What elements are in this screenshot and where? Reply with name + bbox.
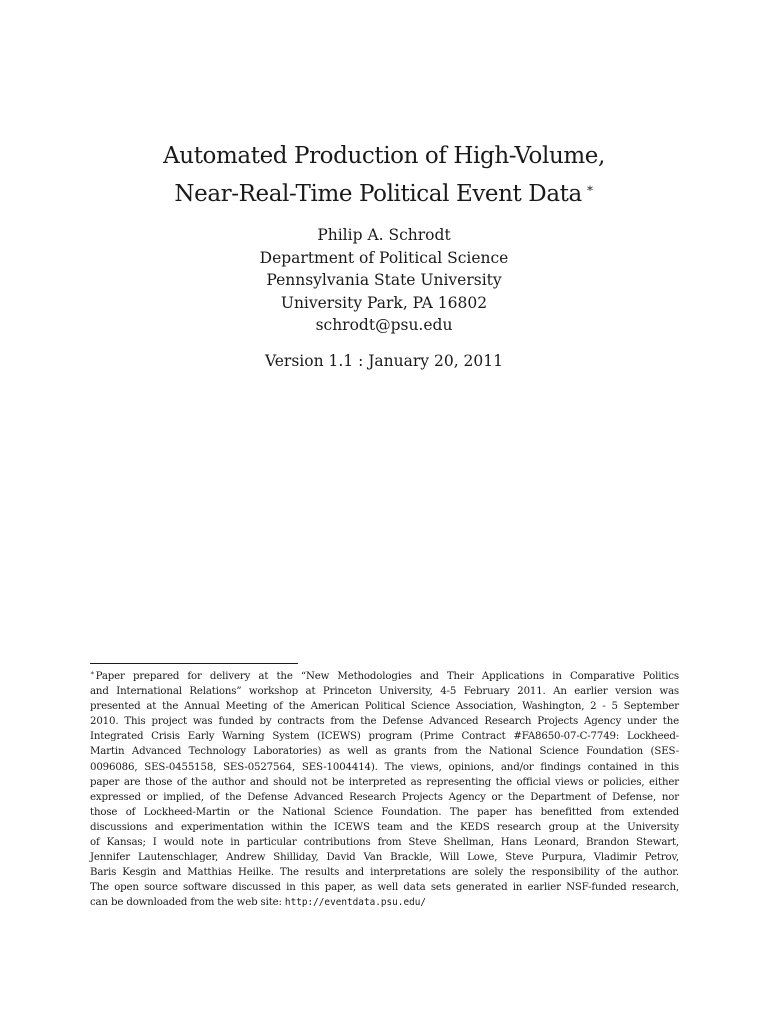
- footnote-line: of Kansas; I would note in particular contributions from Steve Shellman, Hans Leonard, Brandon Stewart,: [90, 837, 679, 849]
- title-line-2-text: Near-Real-Time Political Event Data: [174, 181, 582, 207]
- footnote-line: Baris Kesgin and Matthias Heilke. The results and interpretations are solely the responsibility of the author.: [90, 867, 679, 879]
- footnote-line: expressed or implied, of the Defense Advanced Research Projects Agency or the Department of Defense, nor: [90, 791, 679, 803]
- footnote-line: those of Lockheed-Martin or the National Science Foundation. The paper has benefitted from extended: [90, 806, 679, 818]
- paper-title: [0, 140, 768, 210]
- version-date: Version 1.1 : January 20, 2011: [264, 352, 503, 370]
- footnote-line: Jennifer Lautenschlager, Andrew Shilliday, David Van Brackle, Will Lowe, Steve Purpura, Vladimir Petrov,: [90, 852, 679, 864]
- author-address: University Park, PA 16802: [280, 293, 488, 312]
- author-department: Department of Political Science: [259, 248, 509, 267]
- eventdata-url-link[interactable]: http://eventdata.psu.edu/: [284, 897, 427, 909]
- footnote-line: paper are those of the author and should not be interpreted as representing the official views or policies, either: [90, 776, 679, 788]
- footnote-line-text: Paper prepared for delivery at the “New Methodologies and Their Applications in Comparative Politics: [95, 671, 679, 682]
- footnote-line: 0096086, SES-0455158, SES-0527564, SES-1004414). The views, opinions, and/or findings contained in this: [90, 761, 679, 773]
- author-email: schrodt@psu.edu: [315, 316, 453, 335]
- footnote-last-line-text: can be downloaded from the web site:: [90, 897, 285, 909]
- title-footnote-mark: ∗: [585, 181, 594, 195]
- footnote-line: The open source software discussed in this paper, as well data sets generated in earlier NSF-funded research,: [90, 882, 679, 894]
- footnote-line: presented at the Annual Meeting of the American Political Science Association, Washington, 2 - 5 September: [90, 701, 679, 713]
- footnote-line: Martin Advanced Technology Laboratories) as well as grants from the National Science Foundation (SES-: [90, 746, 679, 758]
- footnote-line: and International Relations” workshop at Princeton University, 4-5 February 2011. An earlier version was: [90, 686, 679, 698]
- title-line-2: [0, 172, 768, 210]
- title-footnote: [90, 666, 679, 911]
- footnote-line: [90, 666, 679, 684]
- author-institution: Pennsylvania State University: [266, 271, 502, 290]
- footnote-line: [90, 895, 679, 910]
- footnote-rule: [90, 663, 298, 664]
- footnote-line: Integrated Crisis Early Warning System (ICEWS) program (Prime Contract #FA8650-07-C-7749: Lockheed-: [90, 731, 679, 743]
- title-line-1: Automated Production of High-Volume,: [163, 143, 605, 169]
- author-name: Philip A. Schrodt: [317, 226, 451, 244]
- author-block: [0, 224, 768, 337]
- footnote-line: discussions and experimentation within the ICEWS team and the KEDS research group at the University: [90, 821, 679, 833]
- footnote-mark: ∗: [90, 669, 95, 677]
- footnote-line: 2010. This project was funded by contracts from the Defense Advanced Research Projects Agency under the: [90, 716, 679, 728]
